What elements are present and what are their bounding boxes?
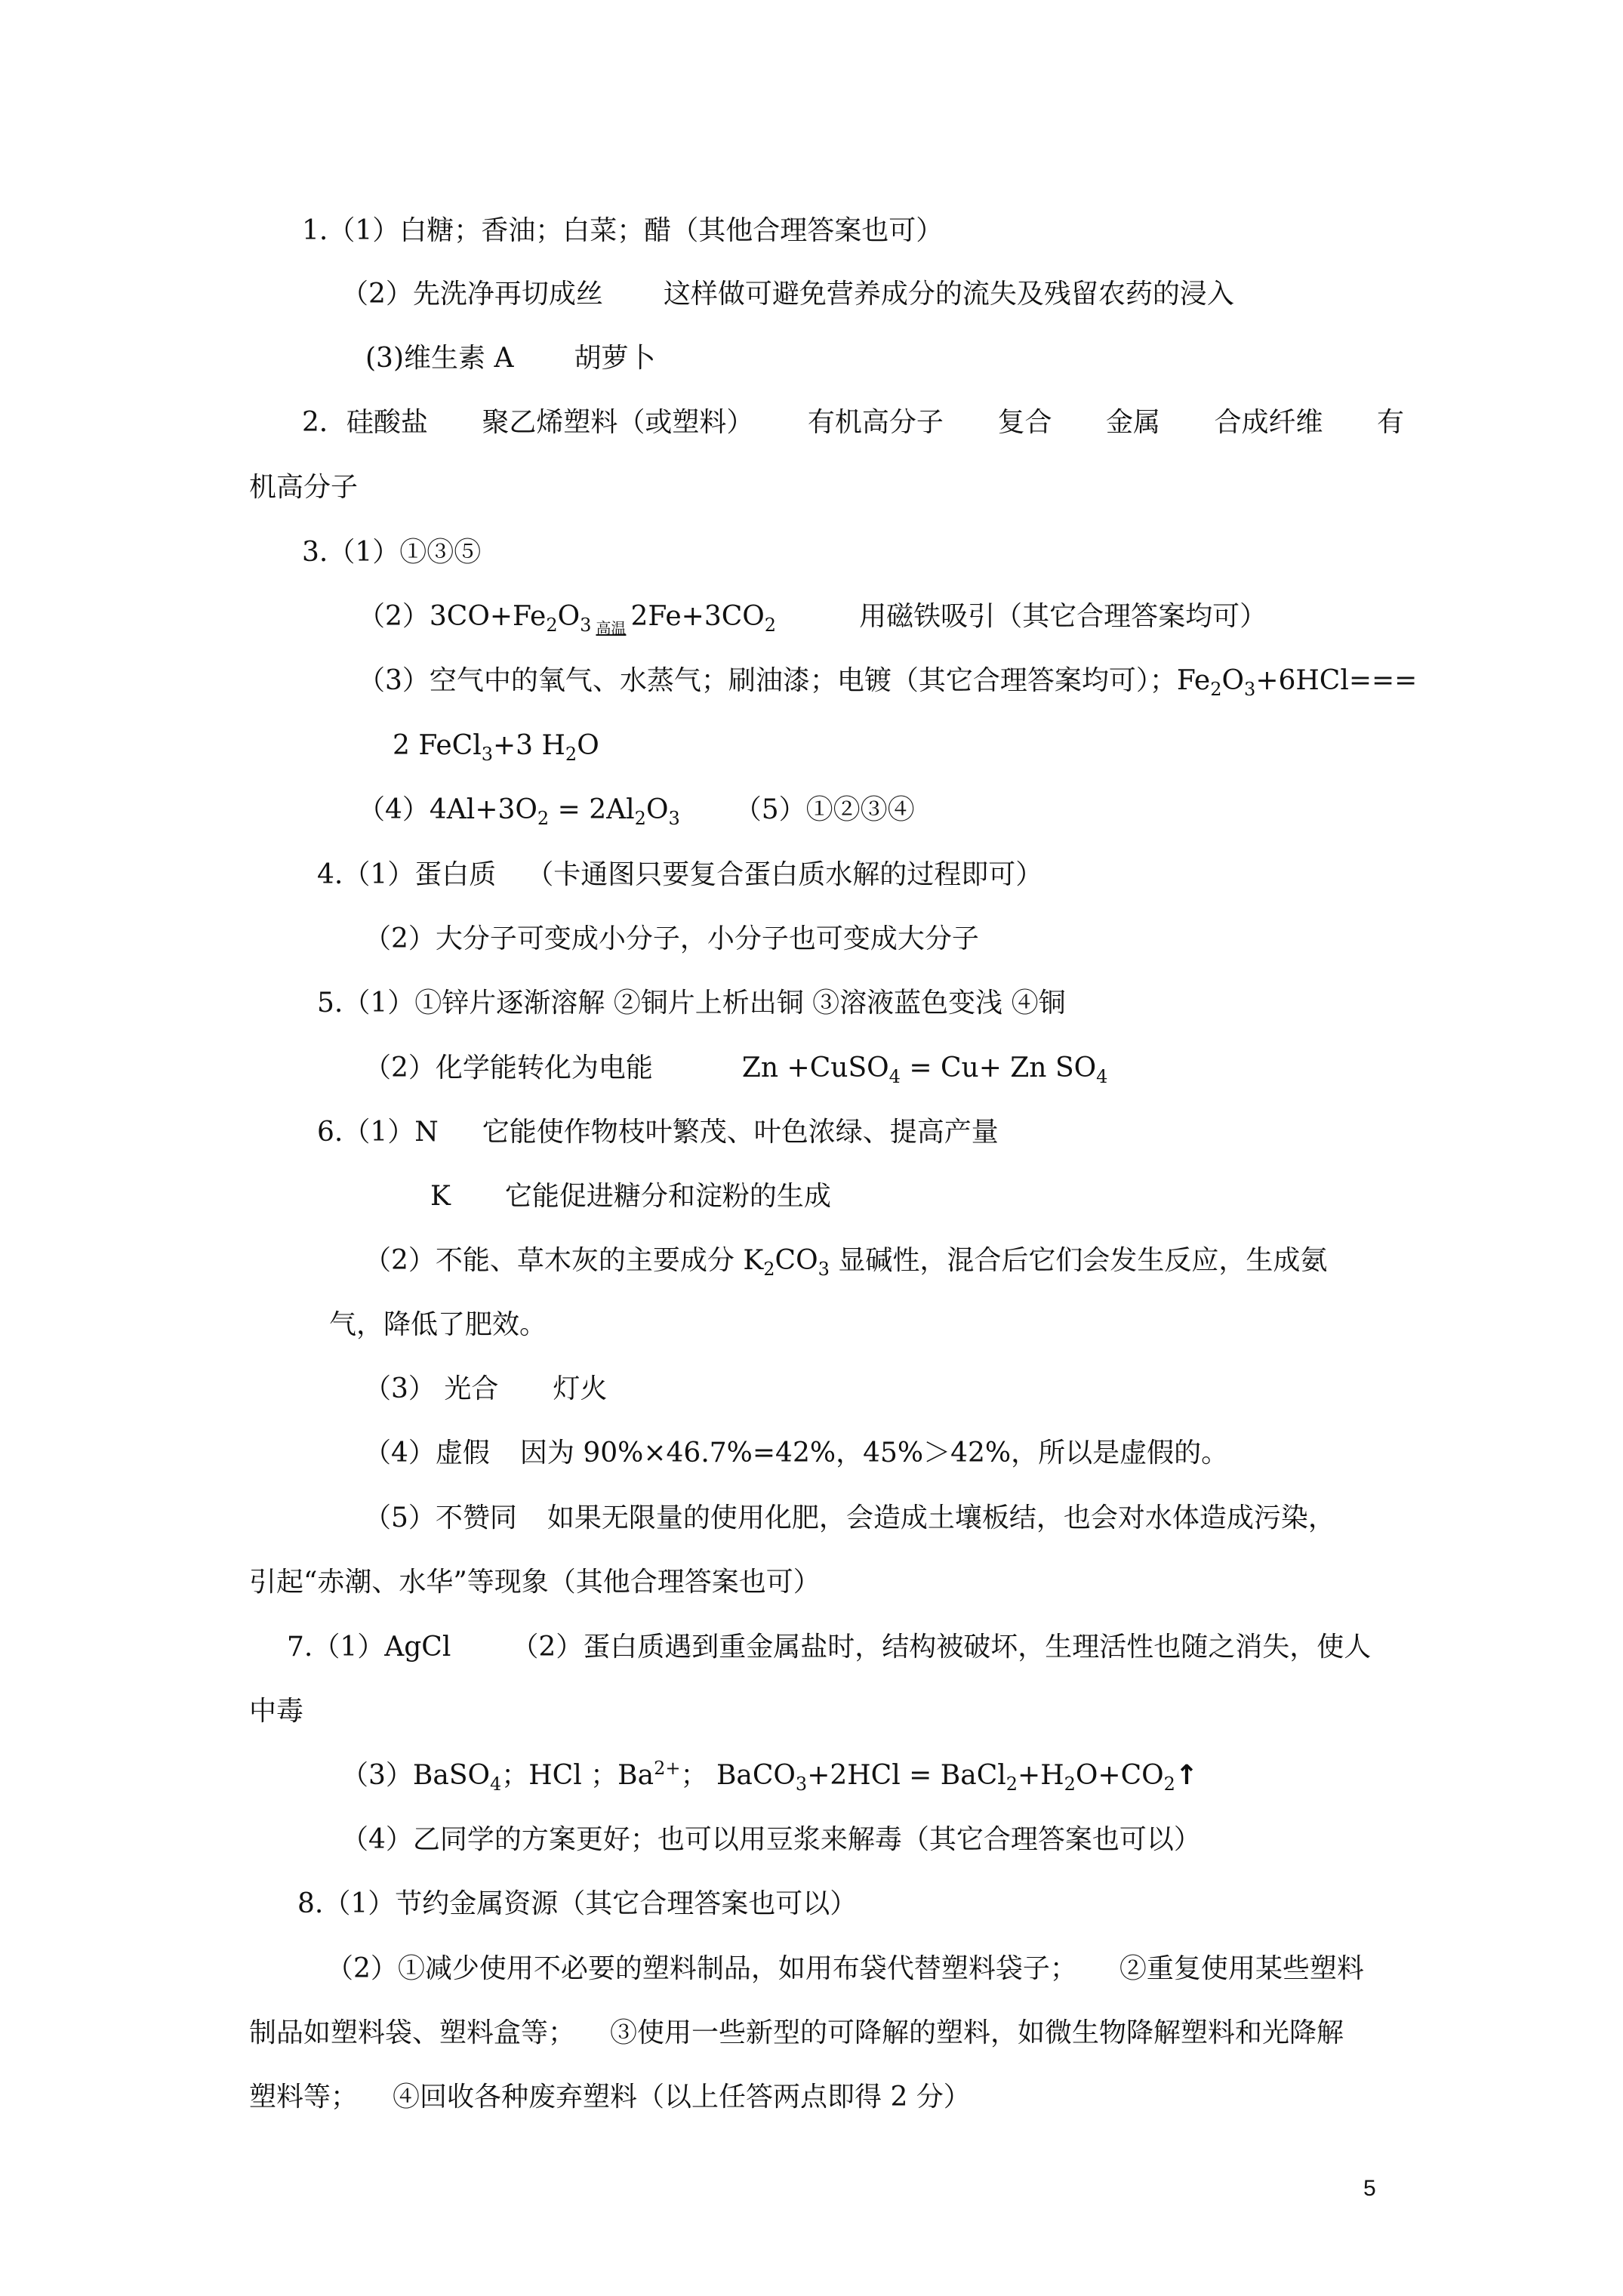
q8-line2: （2）①减少使用不必要的塑料制品，如用布袋代替塑料袋子； ②重复使用某些塑料 [326,1953,1364,1984]
q1-line3 [365,342,655,375]
q6-line7: （5）不赞同 如果无限量的使用化肥，会造成土壤板结，也会对水体造成污染， [364,1502,1335,1533]
q5-line2: （2）化学能转化为电能 Zn +CuSO$_4$ = Cu+ Zn $SO_4$ [364,1052,1108,1088]
q7-line2: 中毒 [249,1696,304,1727]
q3-line4: 2 FeCl$_3$+3 $H_2O$ [393,730,599,766]
q6-line6: （4）虚假 因为 90%×46.7%=42%，45%＞42%，所以是虚假的。 [364,1438,1229,1469]
q6-line5: （3） 光合 灯火 [364,1373,608,1404]
q7-line1: 7.（1）AgCl （2）蛋白质遇到重金属盐时，结构被破坏，生理活性也随之消失，使人 [287,1632,1372,1663]
q3-line1: 3.（1）①③⑤ [302,537,482,568]
q1-line1: 1.（1）白糖；香油；白菜；醋（其他合理答案也可） [302,215,944,246]
q3-line3: （3）空气中的氧气、水蒸气；刷油漆；电镀（其它合理答案均可）；$Fe_2O_3+6HCl===$ [358,665,1418,701]
q1-p2a: （2）先洗净再切成丝 [341,279,603,310]
q3-line2: $(2)3CO+Fe_2O_3$ 高温 $2Fe+3CO_2$ 用磁铁吸引（其它合理答案均可） [358,601,1267,637]
q6-line2: K 它能促进糖分和淀粉的生成 [430,1181,831,1212]
q2-item: 有机高分子 [807,407,944,438]
q2-item: 有 [1376,407,1404,438]
q1-line2 [341,278,1234,311]
page-number: 5 [1363,2176,1376,2201]
q4-line1: 4.（1）蛋白质 （卡通图只要复合蛋白质水解的过程即可） [317,859,1043,890]
q1-p3b: 胡萝卜 [574,343,656,374]
q7-line4: （4）乙同学的方案更好；也可以用豆浆来解毒（其它合理答案也可以） [341,1824,1201,1855]
q2-item: 合成纤维 [1214,407,1323,438]
up-arrow-icon: ↑ [1175,1760,1199,1791]
q5-line1: 5.（1）①锌片逐渐溶解 ②铜片上析出铜 ③溶液蓝色变浅 ④铜 [317,988,1066,1019]
q6-line1: 6.（1）N 它能使作物枝叶繁茂、叶色浓绿、提高产量 [317,1117,999,1148]
q2-line2: 机高分子 [249,472,359,503]
q2-item: 聚乙烯塑料（或塑料） [482,407,754,438]
q1-p2b: 这样做可避免营养成分的流失及残留农药的浸入 [663,279,1234,310]
q2-item: 复合 [997,407,1052,438]
q1-p3a: (3)维生素 A [365,343,514,374]
q2-item: 金属 [1105,407,1160,438]
reaction-condition: 高温 [596,619,627,637]
q6-line4: 气，降低了肥效。 [329,1309,547,1340]
q8-line3: 制品如塑料袋、塑料盒等； ③使用一些新型的可降解的塑料，如微生物降解塑料和光降解 [249,2017,1344,2048]
q2-item: 2．硅酸盐 [302,407,428,438]
q8-line1: 8.（1）节约金属资源（其它合理答案也可以） [297,1888,858,1919]
q3-line5: $(4)4Al+3O_2 = 2Al_2O_3$ （5）①②③④ [358,794,915,830]
q2-line1 [302,406,1404,439]
q4-line2: （2）大分子可变成小分子，小分子也可变成大分子 [364,923,979,954]
q8-line4: 塑料等； ④回收各种废弃塑料（以上任答两点即得 2 分） [249,2082,971,2113]
q7-line3: （3）BaSO$_4$；HCl ；$Ba^{2+}$； BaCO$_3$+2HCl = $BaCl_2+H_2O+CO_2↑$ [341,1758,1199,1795]
q6-line8: 引起“赤潮、水华”等现象（其他合理答案也可） [249,1567,821,1598]
q6-line3: （2）不能、草木灰的主要成分 $K_2CO_3$ 显碱性，混合后它们会发生反应，生成氨 [364,1245,1328,1281]
